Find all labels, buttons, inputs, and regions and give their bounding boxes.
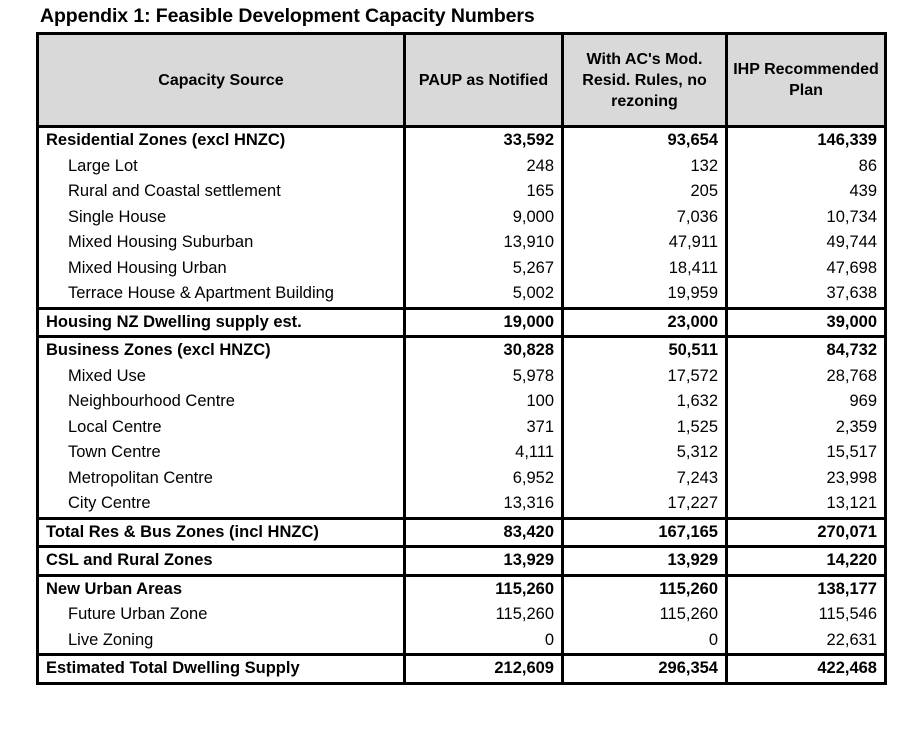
row-value-col1: 30,828 bbox=[405, 337, 563, 364]
row-label: Live Zoning bbox=[38, 628, 405, 655]
table-row bbox=[38, 466, 886, 492]
table-row bbox=[38, 256, 886, 282]
row-value-col1: 115,260 bbox=[405, 575, 563, 602]
table-row bbox=[38, 389, 886, 415]
row-value-col3: 23,998 bbox=[727, 466, 886, 492]
column-header-paup-as-notified: PAUP as Notified bbox=[405, 34, 563, 127]
row-value-col2: 1,525 bbox=[563, 415, 727, 441]
row-value-col2: 115,260 bbox=[563, 575, 727, 602]
row-value-col3: 86 bbox=[727, 154, 886, 180]
row-value-col3: 146,339 bbox=[727, 127, 886, 154]
row-label: Metropolitan Centre bbox=[68, 468, 213, 487]
row-label: Rural and Coastal settlement bbox=[68, 182, 281, 200]
column-header-ac-modified-resid-rules: With AC's Mod. Resid. Rules, no rezoning bbox=[563, 34, 727, 127]
row-value-col3: 47,698 bbox=[727, 256, 886, 282]
row-value-col2: 205 bbox=[563, 179, 727, 205]
row-value-col2: 13,929 bbox=[563, 547, 727, 576]
table-row bbox=[38, 602, 886, 628]
row-value-col2: 115,260 bbox=[563, 602, 727, 628]
table-header bbox=[38, 34, 886, 127]
row-value-col2: 17,227 bbox=[563, 491, 727, 518]
table-row bbox=[38, 518, 886, 547]
row-value-col1: 0 bbox=[405, 628, 563, 655]
row-value-col3: 13,121 bbox=[727, 491, 886, 518]
table-row bbox=[38, 415, 886, 441]
table-row bbox=[38, 547, 886, 576]
row-value-col1: 13,929 bbox=[405, 547, 563, 576]
row-label: Estimated Total Dwelling Supply bbox=[46, 659, 300, 677]
row-value-col1: 83,420 bbox=[405, 518, 563, 547]
row-label: Mixed Use bbox=[68, 366, 146, 385]
row-value-col2: 23,000 bbox=[563, 308, 727, 337]
row-label: New Urban Areas bbox=[46, 579, 183, 598]
row-label: CSL and Rural Zones bbox=[38, 547, 405, 576]
row-value-col3: 270,071 bbox=[727, 518, 886, 547]
row-label: Terrace House & Apartment Building bbox=[38, 281, 405, 308]
row-value-col3: 138,177 bbox=[727, 575, 886, 602]
row-value-col3: 969 bbox=[727, 389, 886, 415]
row-value-col3: 15,517 bbox=[727, 440, 886, 466]
row-label: Town Centre bbox=[68, 443, 161, 461]
row-label: Business Zones (excl HNZC) bbox=[46, 341, 271, 359]
row-value-col3: 2,359 bbox=[727, 415, 886, 441]
row-value-col2: 132 bbox=[563, 154, 727, 180]
column-header-capacity-source: Capacity Source bbox=[38, 34, 405, 127]
row-value-col2: 7,243 bbox=[563, 466, 727, 492]
row-value-col3: 39,000 bbox=[727, 308, 886, 337]
table-row bbox=[38, 281, 886, 308]
row-value-col1: 13,316 bbox=[405, 491, 563, 518]
table-row bbox=[38, 655, 886, 684]
row-value-col1: 212,609 bbox=[405, 655, 563, 684]
row-value-col1: 5,978 bbox=[405, 364, 563, 390]
row-label: City Centre bbox=[38, 491, 405, 518]
row-label: Neighbourhood Centre bbox=[68, 392, 235, 410]
table-row bbox=[38, 440, 886, 466]
table-row bbox=[38, 179, 886, 205]
row-value-col1: 13,910 bbox=[405, 230, 563, 256]
feasible-development-capacity-table bbox=[36, 32, 887, 685]
row-label: Large Lot bbox=[68, 156, 138, 175]
row-value-col1: 100 bbox=[405, 389, 563, 415]
table-row bbox=[38, 628, 886, 655]
table-header-row bbox=[38, 34, 886, 127]
capacity-table-container bbox=[36, 32, 884, 685]
row-value-col3: 439 bbox=[727, 179, 886, 205]
row-label: Housing NZ Dwelling supply est. bbox=[38, 308, 405, 337]
row-label: Single House bbox=[68, 207, 167, 226]
row-value-col3: 84,732 bbox=[727, 337, 886, 364]
table-row bbox=[38, 230, 886, 256]
row-value-col2: 17,572 bbox=[563, 364, 727, 390]
row-label: Total Res & Bus Zones (incl HNZC) bbox=[38, 518, 405, 547]
page-title: Appendix 1: Feasible Development Capacity Numbers bbox=[40, 5, 535, 27]
row-value-col2: 296,354 bbox=[563, 655, 727, 684]
table-row bbox=[38, 364, 886, 390]
table-row bbox=[38, 491, 886, 518]
row-value-col3: 28,768 bbox=[727, 364, 886, 390]
column-header-ihp-recommended-plan: IHP Recommended Plan bbox=[727, 34, 886, 127]
row-value-col3: 22,631 bbox=[727, 628, 886, 655]
row-value-col2: 1,632 bbox=[563, 389, 727, 415]
row-value-col3: 49,744 bbox=[727, 230, 886, 256]
row-value-col1: 165 bbox=[405, 179, 563, 205]
table-row bbox=[38, 127, 886, 154]
row-value-col2: 18,411 bbox=[563, 256, 727, 282]
row-value-col1: 115,260 bbox=[405, 602, 563, 628]
row-value-col1: 33,592 bbox=[405, 127, 563, 154]
row-value-col2: 167,165 bbox=[563, 518, 727, 547]
row-value-col1: 4,111 bbox=[405, 440, 563, 466]
row-value-col2: 19,959 bbox=[563, 281, 727, 308]
row-value-col1: 9,000 bbox=[405, 205, 563, 231]
table-row bbox=[38, 205, 886, 231]
row-value-col1: 5,267 bbox=[405, 256, 563, 282]
row-value-col2: 47,911 bbox=[563, 230, 727, 256]
row-value-col1: 19,000 bbox=[405, 308, 563, 337]
row-value-col1: 371 bbox=[405, 415, 563, 441]
row-value-col3: 115,546 bbox=[727, 602, 886, 628]
row-value-col1: 248 bbox=[405, 154, 563, 180]
table-row bbox=[38, 308, 886, 337]
table-body bbox=[38, 127, 886, 684]
row-value-col3: 10,734 bbox=[727, 205, 886, 231]
row-value-col2: 0 bbox=[563, 628, 727, 655]
row-value-col2: 93,654 bbox=[563, 127, 727, 154]
row-value-col2: 7,036 bbox=[563, 205, 727, 231]
row-label: Future Urban Zone bbox=[68, 605, 208, 623]
row-value-col2: 5,312 bbox=[563, 440, 727, 466]
row-label: Local Centre bbox=[68, 417, 162, 436]
row-value-col3: 14,220 bbox=[727, 547, 886, 576]
table-row bbox=[38, 337, 886, 364]
table-row bbox=[38, 575, 886, 602]
row-label: Mixed Housing Suburban bbox=[68, 233, 254, 251]
row-value-col3: 422,468 bbox=[727, 655, 886, 684]
row-value-col3: 37,638 bbox=[727, 281, 886, 308]
row-value-col2: 50,511 bbox=[563, 337, 727, 364]
row-value-col1: 5,002 bbox=[405, 281, 563, 308]
row-value-col1: 6,952 bbox=[405, 466, 563, 492]
row-label: Residential Zones (excl HNZC) bbox=[46, 131, 286, 149]
table-row bbox=[38, 154, 886, 180]
row-label: Mixed Housing Urban bbox=[68, 258, 227, 277]
